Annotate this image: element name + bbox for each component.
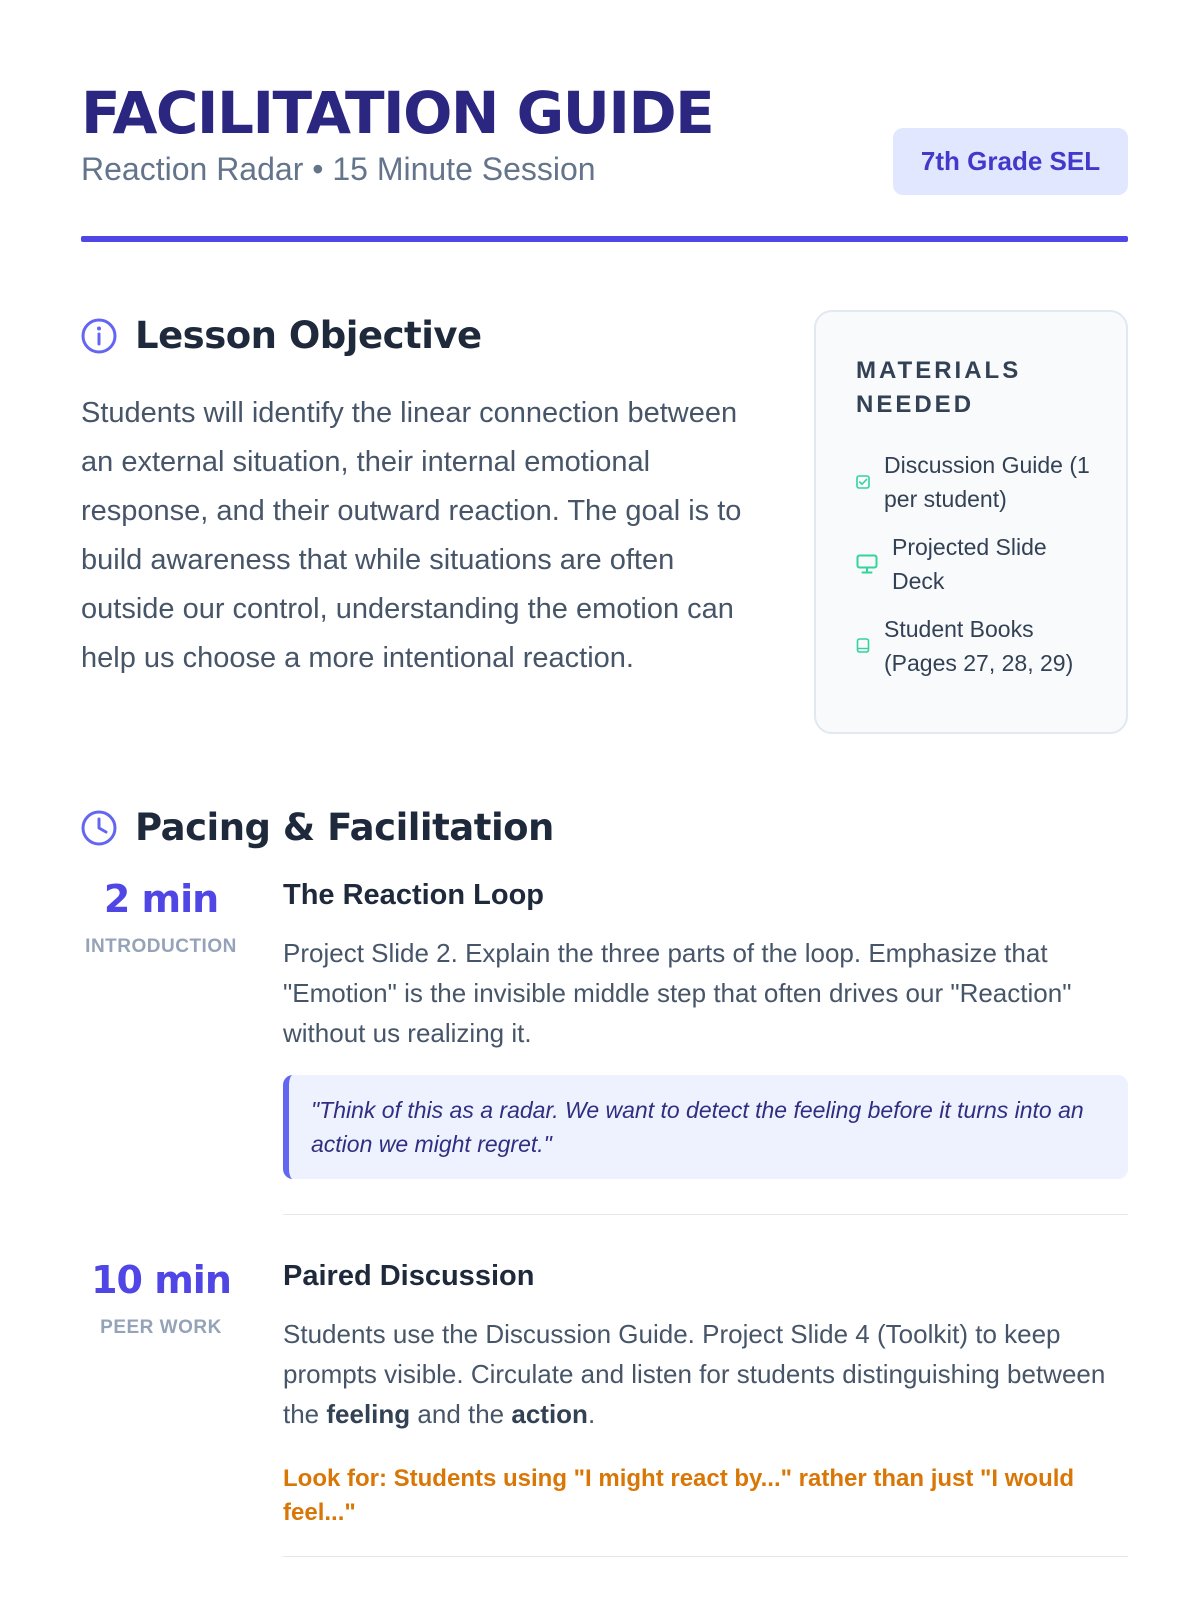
pacing-heading <box>81 806 554 849</box>
emphasis-feeling: feeling <box>326 1398 411 1429</box>
step-phase: INTRODUCTION <box>85 936 237 957</box>
step-time <box>81 1258 241 1339</box>
step-description: Project Slide 2. Explain the three parts of the loop. Emphasize that "Emotion" is the invisible middle step that often drives our "Reaction" without us realizing it. <box>283 937 1072 1048</box>
materials-title: MATERIALS NEEDED <box>856 357 1022 418</box>
material-label: Discussion Guide (1 per student) <box>884 452 1090 512</box>
monitor-icon <box>856 554 878 574</box>
objective-text: Students will identify the linear connection between an external situation, their internal emotional response, and their outward reaction. The goal is to build awareness that while situations are often outside our control, understanding the emotion can help us choose a more intentional reaction. <box>81 397 742 674</box>
step-title: Paired Discussion <box>283 1260 535 1292</box>
step-content <box>283 1259 1128 1530</box>
material-label: Student Books (Pages 27, 28, 29) <box>884 616 1074 676</box>
materials-list <box>856 448 1102 680</box>
step-description: Students use the Discussion Guide. Project Slide 4 (Toolkit) to keep prompts visible. Circulate and listen for students distinguishing between the feeling and the action. <box>283 1318 1106 1429</box>
page-title: FACILITATION GUIDE <box>81 79 714 147</box>
step-phase: PEER WORK <box>100 1317 222 1338</box>
step-duration: 10 min <box>91 1258 231 1302</box>
look-for-note: Look for: Students using "I might react by..." rather than just "I would feel..." <box>283 1464 1075 1526</box>
material-item <box>856 612 1102 680</box>
info-icon <box>81 316 121 356</box>
clock-icon <box>81 808 121 848</box>
facilitation-guide-page <box>81 0 1128 1600</box>
book-icon <box>856 638 870 654</box>
objective-heading-label: Lesson Objective <box>135 314 482 357</box>
grade-badge: 7th Grade SEL <box>893 128 1128 195</box>
step-content <box>283 878 1128 1179</box>
pacing-heading-label: Pacing & Facilitation <box>135 806 554 849</box>
checkbox-icon <box>856 475 870 489</box>
materials-card <box>814 310 1128 734</box>
step-title: The Reaction Loop <box>283 879 544 911</box>
material-item <box>856 530 1102 598</box>
facilitator-quote: "Think of this as a radar. We want to detect the feeling before it turns into an action we might regret." <box>283 1075 1128 1179</box>
material-label: Projected Slide Deck <box>892 534 1047 594</box>
emphasis-action: action <box>511 1398 588 1429</box>
step-duration: 2 min <box>103 877 219 921</box>
step-divider <box>283 1214 1128 1215</box>
step-time <box>81 877 241 958</box>
page-subtitle: Reaction Radar • 15 Minute Session <box>81 151 596 187</box>
step-divider <box>283 1556 1128 1557</box>
objective-heading <box>81 314 482 357</box>
header-divider <box>81 236 1128 242</box>
material-item <box>856 448 1102 516</box>
